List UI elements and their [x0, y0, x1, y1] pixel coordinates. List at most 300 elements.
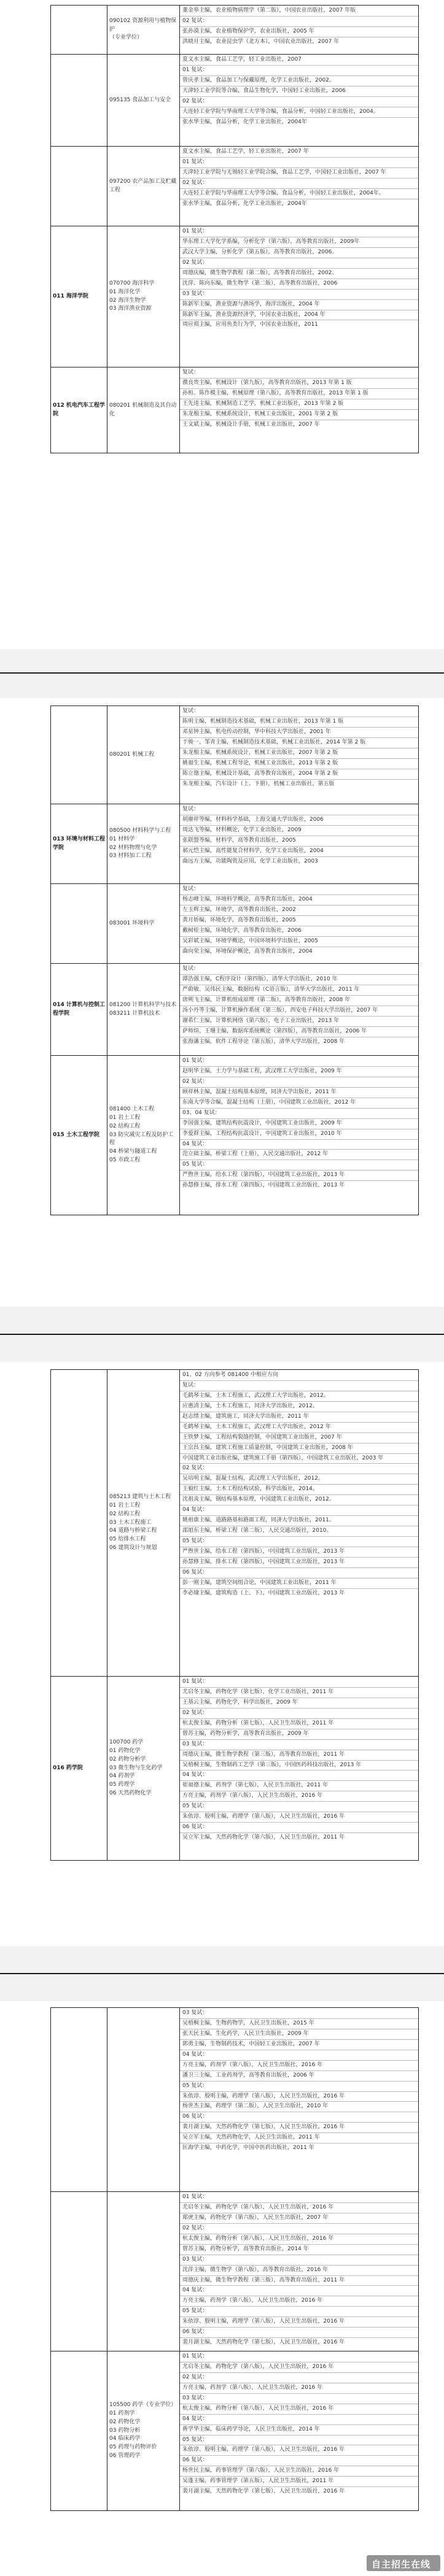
line-separator [180, 1739, 418, 1740]
table-row [51, 964, 419, 1056]
reference-line: 朱龙根主编，机械系统设计，机械工业出版社，2007 年第 2 版 [182, 749, 338, 756]
reference-line: 杨世民主编，药事管理学（第六版），人民卫生出版社，2016 年 [182, 2467, 340, 2474]
college-cell: 012 机电汽车工程学院 [51, 367, 107, 453]
line-separator [180, 157, 418, 158]
line-separator [180, 299, 418, 300]
table-row [51, 884, 419, 964]
line-separator [180, 1149, 418, 1150]
reference-line: 华东理工大学化学系编，分析化学（第六版），高等教育出版社，2009年 [182, 238, 360, 245]
major-line: 085213 建筑与土木工程 [109, 1493, 171, 1500]
reference-line: 崔福德主编，药剂学（第七版），人民卫生出版社，2011 年 [182, 1782, 329, 1789]
college-cell [51, 55, 107, 147]
line-separator [180, 1401, 418, 1402]
reference-cell [180, 1056, 419, 1215]
reference-line: 06 复试： [182, 2329, 208, 2336]
line-separator [180, 2285, 418, 2286]
major-line: 03 材料加工工程 [109, 853, 152, 859]
major-line: 04 临床药学 [109, 2436, 141, 2442]
major-line: 105500 药学（专业学位） [109, 2401, 177, 2408]
major-line: 081400 土木工程 [109, 1105, 155, 1112]
line-separator [180, 2244, 418, 2245]
line-separator [180, 2393, 418, 2394]
college-cell: 016 药学院 [51, 1677, 107, 1861]
reference-line: 01 复试： [182, 228, 208, 234]
table-row [51, 804, 419, 884]
reference-line: 杭太俊主编，药物分析（第八版），人民卫生出版社，2016 年 [182, 2235, 334, 2242]
reference-line: 大连轻工业学院与华南理工大学等合编，食品分析，中国轻工业出版社，2004。 [182, 108, 379, 115]
reference-line: 蒋学华主编，临床药学导论，人民卫生出版社，2014 年 [182, 2426, 320, 2432]
reference-line: 胡赓祥等编，材料科学基础，上海交通大学出版社，2006 [182, 816, 324, 823]
reference-line: 06 复试： [182, 1569, 208, 1575]
page-gap-2 [0, 1307, 444, 1362]
line-separator [180, 995, 418, 996]
line-separator [180, 856, 418, 857]
reference-line: 孙桓、陈作模主编，机械原理（第八版），高等教育出版社，2013 年第 1 版 [182, 390, 368, 396]
major-line: 06 管理药学 [109, 2453, 141, 2459]
reference-cell [180, 1677, 419, 1861]
line-separator [180, 1443, 418, 1444]
line-separator [180, 1494, 418, 1495]
reference-cell [180, 804, 419, 884]
reference-line: 05 复试： [182, 2436, 208, 2443]
line-separator [180, 2202, 418, 2203]
reference-line: 郭勇主编，生物制药技术，中国轻工业出版社，2007 年 [182, 2040, 320, 2047]
line-separator [180, 247, 418, 248]
line-separator [180, 1118, 418, 1119]
document-page-4 [50, 2007, 419, 2572]
reference-line: 02 复试： [182, 1465, 208, 1472]
document-page-3 [50, 1369, 419, 1940]
reference-line: 吴彩斌主编，环境学概论，中国环境科学出版社，2005 [182, 937, 318, 944]
reference-line: 复试： [182, 708, 200, 714]
college-cell: 013 环境与材料工程学院 [51, 804, 107, 884]
line-separator [180, 2018, 418, 2019]
line-separator [180, 846, 418, 847]
reference-line: 潘卫三主编，工业药剂学，高等教育出版社，2006 年 [182, 2072, 314, 2078]
reference-line: 周应祺主编，应用鱼类行为学，中国农业出版社，2011 [182, 321, 318, 328]
table-row [51, 367, 419, 453]
reference-line: 杭太俊主编，药物分析（第八版），人民卫生出版社，2016 年 [182, 2405, 334, 2412]
line-separator [180, 16, 418, 17]
reference-line: 洪晓月主编，农业昆虫学（北方本），中国农业出版社，2007 年 [182, 38, 340, 45]
line-separator [180, 2435, 418, 2436]
reference-line: 陈新军主编，渔业资源与渔场学，海洋出版社，2004 年 [182, 301, 320, 307]
reference-line: 范立础主编，桥梁工程（上册），人民交通出版社，2012 年 [182, 1151, 329, 1158]
reference-line: 01、02 方向参考 081400 中相应方向 [182, 1372, 278, 1378]
major-line: 01 岩土工程 [109, 1502, 141, 1509]
reference-line: 汤小丹等主编，计算机操作系统（第三版），西安电子科技大学出版社，2007 年 [182, 1007, 378, 1013]
line-separator [180, 1822, 418, 1823]
college-cell [51, 1370, 107, 1677]
line-separator [180, 915, 418, 916]
college-cell: 014 计算机与控制工程学院 [51, 964, 107, 1056]
reference-line: 03 复试： [182, 1740, 208, 1747]
major-line: 05 药理与药物评价 [109, 2444, 157, 2451]
major-cell [107, 2192, 180, 2351]
line-separator [180, 2070, 418, 2071]
line-separator [180, 2424, 418, 2425]
reference-line: 01 复试： [182, 66, 208, 73]
reference-line: 李爱群主编，工程结构抗震设计，中国建筑工业出版社，2010 年 [182, 1130, 342, 1137]
line-separator [180, 1016, 418, 1017]
reference-line: 严煦世主编，给水工程（第四版），中国建筑工业出版社，2013 年 [182, 1172, 345, 1178]
college-cell [51, 2008, 107, 2192]
line-separator [180, 1708, 418, 1709]
reference-line: 05 复试： [182, 1538, 208, 1544]
reference-line: 方亮主编，药剂学（第八版），人民卫生出版社，2016 年 [182, 2297, 323, 2304]
reference-line: 于骏一、邹青主编，机械制造技术基础，机械工业出版社，2014 年第 2 版 [182, 739, 366, 745]
table-row [51, 706, 419, 804]
reference-line: 夏文水主编，食品工艺学，轻工业出版社，2007 年 [182, 148, 309, 155]
reference-line: 吴梧桐主编，生物药物学，人民卫生出版社，2015 年 [182, 2020, 314, 2026]
reference-cell [180, 964, 419, 1056]
reference-line: 04 复试： [182, 2287, 208, 2294]
table-row [51, 2351, 419, 2511]
reference-line: 复试： [182, 806, 200, 812]
reference-line: 濮良贵主编，机械设计（第九版），高等教育出版社，2013 年第 1 版 [182, 379, 352, 386]
reference-line: 曾苏主编，药物分析学，高等教育出版社，2009 年 [182, 1730, 309, 1737]
reference-line: 周德庆编，微生物学教程（第二版），高等教育出版社，2002。 [182, 269, 338, 276]
line-separator [180, 268, 418, 269]
line-separator [180, 1557, 418, 1558]
reference-line: 02 复试： [182, 2224, 208, 2231]
reference-line: 王宗昌主编，建筑工程施工质量控制，中国建筑工业出版社，2008 年 [182, 1444, 353, 1451]
line-separator [180, 2316, 418, 2317]
line-separator [180, 188, 418, 189]
reference-line: 03 复试： [182, 290, 208, 297]
reference-line: 王铁梦主编，工程结构裂缝控制，中国建筑工业出版社，2007 年 [182, 1434, 342, 1440]
reference-line: 杨世杰主编，药理学（第二版），人民卫生出版社，2010 年 [182, 2103, 329, 2110]
major-cell [107, 884, 180, 964]
reference-line: 沈萍、陈向东编，微生物学（第二版），高等教育出版社，2006 [182, 280, 338, 286]
line-separator [180, 75, 418, 76]
major-line: 03 海洋渔业资源 [109, 306, 152, 312]
page-divider [0, 1973, 444, 1974]
reference-line: 左玉辉主编，环境学，高等教育出版社，2002 [182, 906, 296, 913]
site-watermark [367, 2555, 440, 2571]
major-line: 01 海洋化学 [109, 288, 141, 295]
reference-line: 06 复试： [182, 2113, 208, 2120]
major-line: 05 药理学 [109, 1782, 135, 1788]
table-row [51, 2008, 419, 2192]
line-separator [180, 289, 418, 290]
reference-line: 毛鹤琴主编，土木工程施工，武汉理工大学出版社，2012。 [182, 1392, 329, 1399]
table-row [51, 55, 419, 147]
line-separator [180, 388, 418, 389]
major-cell [107, 147, 180, 226]
reference-line: 中国建筑工业出版社编，建筑施工手册（第四版），中国建筑工业出版社，2003 年 [182, 1455, 384, 1461]
major-line: 06 建筑设计与规划 [109, 1545, 157, 1551]
reference-line: 裴月湖主编，天然药物化学（第七版），人民卫生出版社，2016 年 [182, 2124, 345, 2131]
major-line: 083001 环境科学 [109, 920, 155, 926]
reference-line: 曲向荣主编，环境保护概论，高等教育出版社，2004 [182, 948, 313, 955]
reference-line: 戴树桂主编，环境化学，高等教育出版社，2006 [182, 927, 302, 934]
major-cell [107, 226, 180, 367]
line-separator [180, 1422, 418, 1423]
line-separator [180, 936, 418, 937]
reference-line: 吴梧桐主编，生物制药工艺学（第三版），中国医药科技出版社，2013 年 [182, 1761, 362, 1768]
line-separator [180, 2362, 418, 2363]
reference-line: 东南大学等合编，混凝土结构（上册），中国建筑工业出版社，2012 年 [182, 1099, 356, 1105]
reference-line: 邵旭东主编，桥梁工程（第二版），人民交通出版社，2010。 [182, 1528, 332, 1534]
line-separator [180, 1453, 418, 1454]
major-line: （专业学位） [109, 34, 143, 41]
line-separator [180, 1832, 418, 1833]
college-cell [51, 147, 107, 226]
major-line: 083211 计算机技术 [109, 1010, 160, 1017]
table-row [51, 6, 419, 55]
watermark-text: 自主招生在线 [372, 2559, 431, 2570]
major-line: 02 海洋生物学 [109, 297, 146, 304]
reference-line: 尤启冬主编，药物化学（第八版），人民卫生出版社，2016 年 [182, 2363, 334, 2370]
reference-line: 04 复试： [182, 1772, 208, 1778]
line-separator [180, 86, 418, 87]
line-separator [180, 2306, 418, 2307]
line-separator [180, 1697, 418, 1698]
table-row [51, 147, 419, 226]
college-cell: 015 土木工程学院 [51, 1056, 107, 1215]
reference-cell [180, 2008, 419, 2192]
table-row [51, 1370, 419, 1677]
major-line: 100700 药学 [109, 1739, 144, 1745]
reference-line: 02 复试： [182, 1709, 208, 1716]
reference-line: 彭一刚主编，建筑空间组合论，中国建筑工业出版社，2011 年 [182, 1579, 337, 1586]
reference-line: 吴蓬主编，药事管理学（第五版），人民卫生出版社，2011 年 [182, 2478, 334, 2485]
reference-line: 04 复试： [182, 2051, 208, 2058]
college-cell [51, 2351, 107, 2511]
reference-line: 04 复试： [182, 2415, 208, 2422]
major-cell [107, 367, 180, 453]
line-separator [180, 409, 418, 410]
reference-line: 郑虎主编，药物化学（第六版），人民卫生出版社，2007 年 [182, 2214, 329, 2221]
reference-line: 王毅红主编，土木工程结构试验，科学出版社，2014。 [182, 1486, 318, 1493]
college-cell [51, 706, 107, 804]
line-separator [180, 178, 418, 179]
reference-line: 02 复试： [182, 2374, 208, 2380]
reference-line: 周德庆主编，微生物学教程（第三版），高等教育出版社，2011 年 [182, 2277, 345, 2283]
reference-line: 尤启冬主编，药物化学（第七版），化学工业出版社，2011 年 [182, 1688, 334, 1695]
major-cell [107, 55, 180, 147]
line-separator [180, 1760, 418, 1761]
major-line: 01 岩土工程 [109, 1114, 141, 1121]
reference-cell [180, 2351, 419, 2511]
exam-table-1 [50, 5, 419, 453]
reference-line: 05 复试： [182, 2308, 208, 2315]
major-line: 02 药物分析学 [109, 1756, 146, 1763]
reference-line: 尤启冬主编，药物化学（第八版），人民卫生出版社，2016 年 [182, 2204, 334, 2210]
reference-line: 02 复试： [182, 98, 208, 104]
reference-cell [180, 367, 419, 453]
line-separator [180, 1770, 418, 1771]
reference-line: 黄月娇编，环境化学，高等教育出版社，2005 [182, 917, 296, 923]
reference-line: 董金皋主编，农业植物病理学（第二版），中国农业出版社，2007 年版 [182, 7, 356, 13]
major-line: 080201 机械工程 [109, 751, 155, 758]
reference-line: 萨师煊、王珊主编，数据库系统概论（第四版），高等教育出版社，2006 年 [182, 1028, 367, 1034]
reference-line: 杭太俊主编，药物分析（第七版），人民卫生出版社，2011 年 [182, 1720, 334, 1726]
reference-line: 06 复试： [182, 1824, 208, 1831]
line-separator [180, 1718, 418, 1719]
major-cell [107, 804, 180, 884]
major-cell [107, 2008, 180, 2192]
reference-line: 顾祥林主编，混凝土结构基本原理，同济大学出版社，2011 年 [182, 1088, 337, 1095]
reference-line: 张天民主编，生化药学，人民卫生出版社，2009 年 [182, 2030, 309, 2037]
reference-line: 朱依谆、殷明主编，药理学（第八版），人民卫生出版社，2016 年 [182, 2447, 345, 2453]
reference-line: 陈立德主编，机械设计基础，高等教育出版社，2004 年第 2 版 [182, 770, 338, 777]
line-separator [180, 2372, 418, 2373]
major-line: 080201 机械制造及其自动化 [109, 402, 177, 417]
major-line: 081200 计算机科学与技术 [109, 1001, 177, 1008]
reference-line: 郝元恺主编，高性能复合材料学，化学工业出版社，2004 [182, 847, 324, 854]
reference-cell [180, 55, 419, 147]
line-separator [180, 758, 418, 759]
reference-line: 03、04 复试： [182, 1109, 220, 1116]
reference-line: 王先逵主编，机械制造工艺学，机械工业出版社，2013 年第 2 版 [182, 400, 344, 407]
line-separator [180, 1087, 418, 1088]
line-separator [180, 1170, 418, 1171]
reference-line: 方亮主编，药剂学（第八版），人民卫生出版社，2016 年 [182, 1793, 323, 1799]
reference-line: 大连轻工业学院与华南理工大学等合编，食品分析，中国轻工业出版社，2004年。 [182, 190, 384, 196]
page-divider [0, 672, 444, 674]
major-line: 06 天然药物化学 [109, 1790, 152, 1797]
reference-line: 姚祖康主编，道路路基和路面工程，同济大学出版社，2011。 [182, 1517, 335, 1524]
major-cell [107, 964, 180, 1056]
reference-line: 张海藩主编，软件工程导论（第五版），清华大学出版社，2008 年 [182, 1038, 345, 1045]
reference-line: 复试： [182, 966, 200, 972]
reference-line: 武汉大学主编，分析化学（第五版），高等教育出版社，2006。 [182, 248, 338, 255]
reference-line: 谢希仁主编，计算机网络（第六版），电子工业出版社，2013 年 [182, 1017, 340, 1024]
major-line: 03 微生物与生化药学 [109, 1764, 163, 1771]
major-line: 070700 海洋科学 [109, 280, 155, 286]
reference-line: 吴立军主编，天然药物化学，人民卫生出版社，2011 年 [182, 2134, 320, 2141]
line-separator [180, 1463, 418, 1464]
major-line: 01 药剂学 [109, 2410, 135, 2416]
line-separator [180, 2223, 418, 2224]
reference-line: 邓星钟主编，机电传动控制，华中科技大学出版社，2001 年 [182, 728, 331, 735]
major-cell [107, 6, 180, 55]
reference-line: 谭浩强主编，C程序设计（第四版），清华大学出版社，2010 年 [182, 975, 338, 982]
major-cell [107, 1677, 180, 1861]
reference-line: 曾苏主编，药物分析学，高等教育出版社，2014 年 [182, 2245, 309, 2252]
major-cell [107, 1056, 180, 1215]
reference-line: 01 复试： [182, 2353, 208, 2359]
reference-line: 03 复试： [182, 2394, 208, 2401]
line-separator [180, 1484, 418, 1485]
reference-line: 王文斌主编，机械设计手册，机械工业出版社，2007 年 [182, 421, 320, 428]
reference-line: 夏文水主编，食品工艺学，轻工业出版社，2007 [182, 56, 302, 63]
line-separator [180, 1139, 418, 1140]
major-line: 02 结构工程 [109, 1123, 141, 1129]
reference-line: 天津轻工业学院等合编，食品生物化学，中国轻工业出版社，2006 [182, 87, 346, 94]
reference-line: 唐朔飞主编，计算机组成原理（第二版），高等教育出版社，2008 年 [182, 996, 351, 1003]
reference-line: 裴月湖主编，天然药物化学（第七版），人民卫生出版社，2016 年 [182, 2339, 345, 2346]
line-separator [180, 1108, 418, 1109]
line-separator [180, 1515, 418, 1516]
line-separator [180, 2101, 418, 2102]
reference-line: 严煦世主编，给水工程（第四版），中国建筑工业出版社，2013 年 [182, 1548, 345, 1555]
major-cell [107, 2351, 180, 2511]
line-separator [180, 1432, 418, 1433]
line-separator [180, 1066, 418, 1067]
reference-line: 方亮主编，药剂学（第八版），人民卫生出版社，2016 年 [182, 2384, 323, 2391]
reference-line: 李必瑜主编，建筑构造（上、下），中国建筑工业出版社，2013 年 [182, 1590, 345, 1596]
line-separator [180, 2455, 418, 2456]
reference-line: 03 复试： [182, 2010, 208, 2016]
reference-line: 严蔚敏、吴伟民主编，数据结构（C语言版），清华大学出版社，2011 年 [182, 986, 360, 993]
table-row [51, 1677, 419, 1861]
line-separator [180, 2091, 418, 2092]
line-separator [180, 117, 418, 118]
line-separator [180, 2486, 418, 2487]
reference-line: 01 复试： [182, 1058, 208, 1064]
page-gap-3 [0, 1946, 444, 2001]
reference-cell [180, 226, 419, 367]
reference-cell [180, 706, 419, 804]
line-separator [180, 96, 418, 97]
reference-line: 张水华主编，食品分析，化学工业出版社，2004年 [182, 200, 307, 207]
major-cell [107, 1370, 180, 1677]
line-separator [180, 2039, 418, 2040]
reference-line: 姚福生主编，机械工程导论，机械工业出版社，2013 年第 2 版 [182, 759, 338, 766]
reference-line: 曾庆孝主编，食品加工与保藏原理，化学工业出版社，2002。 [182, 77, 335, 83]
major-line: 04 道路与桥梁工程 [109, 1528, 157, 1534]
line-separator [180, 779, 418, 780]
line-separator [180, 2275, 418, 2276]
reference-line: 02 复试： [182, 179, 208, 186]
line-separator [180, 974, 418, 975]
line-separator [180, 2476, 418, 2477]
reference-line: 王基云主编，药物化学，科学出版社，2009 年 [182, 1699, 298, 1705]
reference-line: 05 复试： [182, 1161, 208, 1168]
line-separator [180, 825, 418, 826]
major-line: 04 桥梁与隧道工程 [109, 1148, 157, 1155]
exam-table-2 [50, 706, 419, 1215]
major-line: 01 材料学 [109, 836, 135, 842]
major-line: 097200 农产品加工及贮藏工程 [109, 178, 177, 193]
document-page-1 [50, 5, 419, 640]
line-separator [180, 1588, 418, 1589]
major-line: 05 市政工程 [109, 1157, 141, 1164]
reference-line: 张联盟等编，材料学，高等教育出版社，2005 [182, 837, 296, 844]
reference-line: 方亮主编，药剂学（第八版），人民卫生出版社，2016 年 [182, 2061, 323, 2068]
reference-line: 吴立军主编，天然药物化学（第六版），人民卫生出版社，2011 年 [182, 1834, 345, 1841]
line-separator [180, 2132, 418, 2133]
reference-line: 赵明华主编，土力学与基础工程，武汉理工大学出版社，2009 年 [182, 1067, 342, 1074]
exam-table-3 [50, 1369, 419, 1861]
line-separator [180, 1159, 418, 1160]
reference-line: 杨志峰主编，环境科学概论，高等教育出版社，2004 [182, 896, 313, 902]
table-row [51, 2192, 419, 2351]
line-separator [180, 2060, 418, 2061]
reference-line: 孙慧修主编，排水工程（第四版），中国建筑工业出版社，2013 年 [182, 1558, 345, 1565]
reference-line: 复试： [182, 369, 200, 375]
major-line: 02 药物化学 [109, 2418, 141, 2425]
reference-line: 朱依谆、殷明主编，药理学（第八版），人民卫生出版社，2016 年 [182, 1813, 345, 1820]
reference-line: 01 复试： [182, 158, 208, 165]
reference-line: 01 复试： [182, 2194, 208, 2200]
reference-line: 朱依谆、殷明主编，药理学（第八版），人民卫生出版社，2016 年 [182, 2093, 345, 2099]
line-separator [180, 1567, 418, 1568]
reference-line: 复试： [182, 886, 200, 892]
reference-line: 李国强主编，建筑结构抗震设计，中国建筑工业出版社，2009 年 [182, 1120, 342, 1126]
reference-line: 02 复试： [182, 17, 208, 24]
line-separator [180, 2122, 418, 2123]
reference-line: 05 复试： [182, 1803, 208, 1810]
line-separator [180, 65, 418, 66]
major-cell [107, 706, 180, 804]
line-separator [180, 1380, 418, 1381]
reference-cell [180, 2192, 419, 2351]
line-separator [180, 1026, 418, 1027]
